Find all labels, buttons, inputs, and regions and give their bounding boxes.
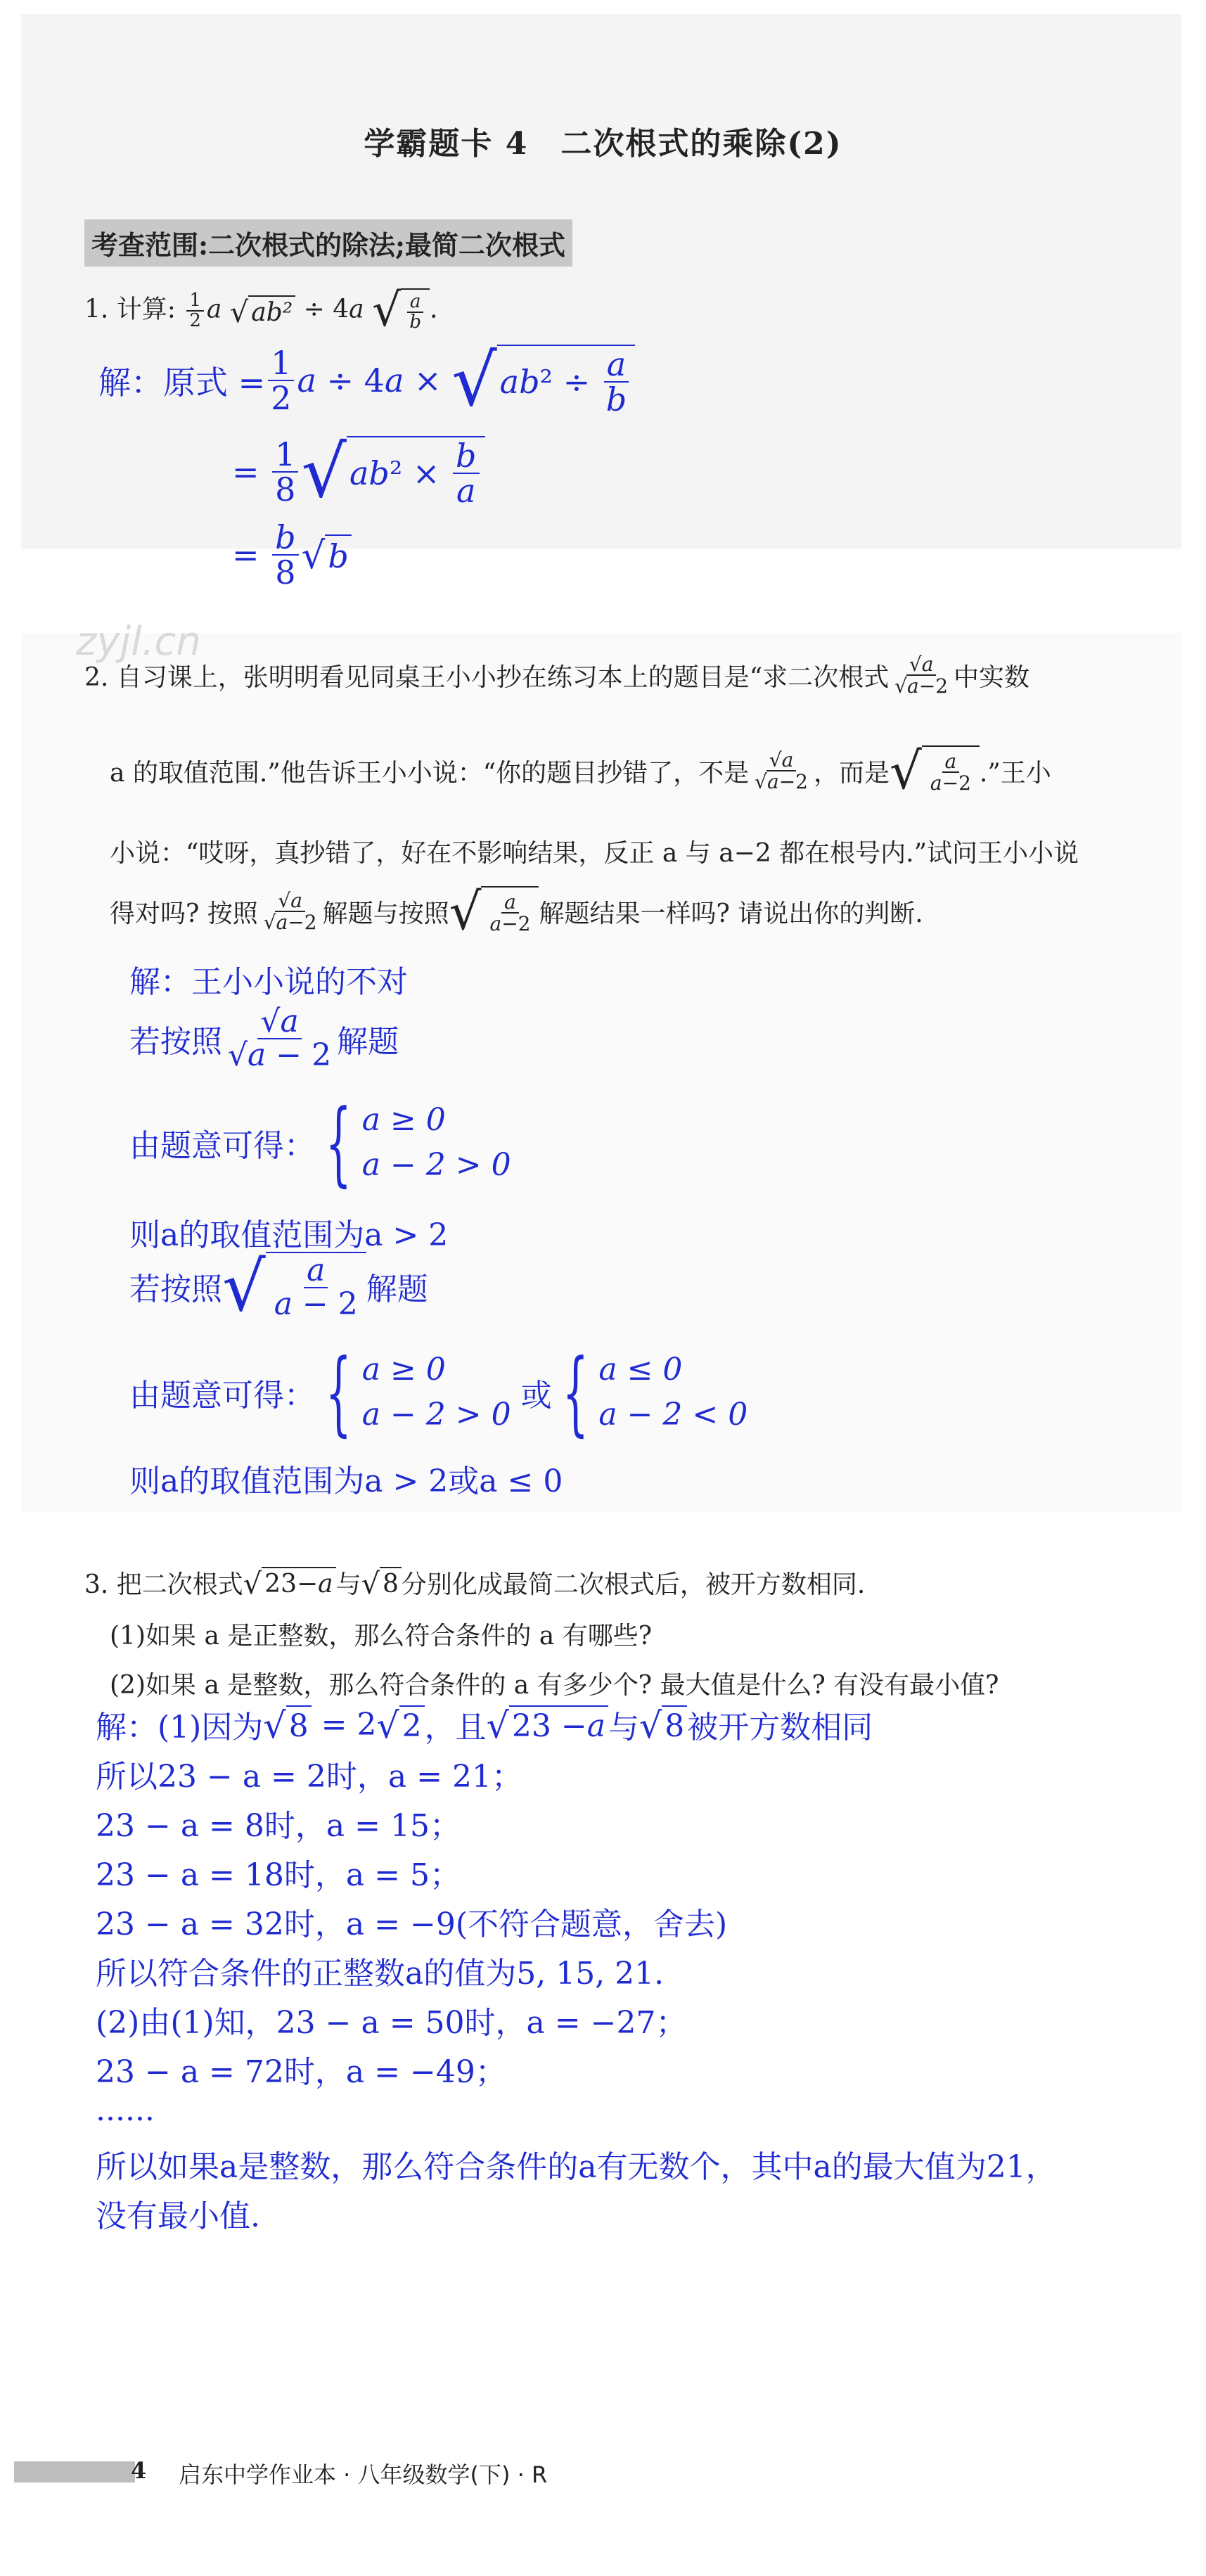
q3-answer-1: 解：(1)因为 √ 8 = 2 √ 2 ，且 √ 23 − a 与 √ 8 被开方数相同: [96, 1704, 873, 1746]
q1-solution-step1: 解：原式 = $\frac{1}{2}$ a ÷ 4 a × √ ab ² ÷ $\frac{a}{b}$: [98, 345, 635, 417]
q3-answer-5: 23 − a = 32时，a = −9(不符合题意，舍去): [96, 1907, 728, 1942]
q2-line2: a 的取值范围.”他告诉王小小说：“你的题目抄错了，不是 $\frac{√a}{√a-2}$ ，而是 √ $\frac{a}{a-2}$ .”王小: [110, 741, 1051, 800]
q1-label: 1. 计算:: [84, 295, 176, 324]
scan-band: [21, 14, 1181, 549]
q1-problem: 1. 计算: $\frac{1}{2}$ a √ ab² ÷ 4a √ $\frac{a}{b}$ .: [84, 284, 438, 337]
q3-answer-11: 没有最小值.: [96, 2198, 260, 2234]
q2-answer-5: 若按照 √ $\frac{a}{a - 2}$ 解题: [129, 1246, 428, 1326]
q3-answer-10: 所以如果a是整数，那么符合条件的a有无数个，其中a的最大值为21，: [96, 2149, 1057, 2185]
q2-answer-4: 则a的取值范围为a > 2: [129, 1217, 449, 1253]
q3-answer-3: 23 − a = 8时，a = 15；: [96, 1808, 461, 1844]
brace-icon: {: [325, 1339, 352, 1446]
q3-answer-2: 所以23 − a = 2时，a = 21；: [96, 1759, 522, 1795]
q2-answer-6: 由题意可得： { a ≥ 0 a − 2 > 0 或 { a ≤ 0 a − 2 < 0: [129, 1339, 748, 1446]
q3-answer-9: ......: [96, 2092, 155, 2128]
q3-answer-4: 23 − a = 18时，a = 5；: [96, 1857, 461, 1893]
q2-answer-1: 解：王小小说的不对: [129, 964, 408, 1000]
q1-solution-step3: = $\frac{b}{8}$ √ b: [232, 520, 352, 590]
q1-solution-step2: = $\frac{1}{8}$ √ ab ² × $\frac{b}{a}$: [232, 436, 485, 508]
q2-answer-7: 则a的取值范围为a > 2或a ≤ 0: [129, 1463, 563, 1499]
q3-answer-7: (2)由(1)知，23 − a = 50时，a = −27；: [96, 2005, 687, 2041]
page-title: 学霸题卡 4 二次根式的乘除(2): [364, 126, 842, 162]
q2-line3: 小说：“哎呀，真抄错了，好在不影响结果，反正 a 与 a−2 都在根号内.”试问王小小说: [110, 839, 1079, 868]
q2-line1: 2. 自习课上，张明明看见同桌王小小抄在练习本上的题目是“求二次根式 $\frac{√a}{√a-2}$ 中实数: [84, 653, 1030, 698]
brace-icon: {: [325, 1089, 352, 1196]
q3-sub2: (2)如果 a 是整数，那么符合条件的 a 有多少个? 最大值是什么? 有没有最小值?: [110, 1671, 999, 1700]
watermark: zyjl.cn: [76, 619, 201, 665]
q2-line4: 得对吗? 按照 $\frac{√a}{√a-2}$ 解题与按照 √ $\frac{a}{a-2}$ 解题结果一样吗? 请说出你的判断.: [110, 882, 923, 941]
q2-answer-2: 若按照 $\frac{√a}{√a - 2}$ 解题: [129, 1004, 399, 1074]
footer-bar: [14, 2461, 135, 2482]
q3-sub1: (1)如果 a 是正整数，那么符合条件的 a 有哪些?: [110, 1622, 652, 1651]
brace-icon: {: [562, 1339, 589, 1446]
q3-line1: 3. 把二次根式 √ 23− a 与 √ 8 分别化成最简二次根式后，被开方数相同.: [84, 1566, 866, 1601]
scope-heading: 考查范围:二次根式的除法;最简二次根式: [84, 219, 572, 267]
page-number: 4: [131, 2457, 147, 2484]
q3-answer-8: 23 − a = 72时，a = −49；: [96, 2054, 506, 2090]
book-title: 启东中学作业本 · 八年级数学(下) · R: [179, 2461, 548, 2488]
q3-answer-6: 所以符合条件的正整数a的值为5, 15, 21.: [96, 1956, 665, 1992]
q2-answer-3: 由题意可得： { a ≥ 0 a − 2 > 0: [129, 1089, 511, 1196]
